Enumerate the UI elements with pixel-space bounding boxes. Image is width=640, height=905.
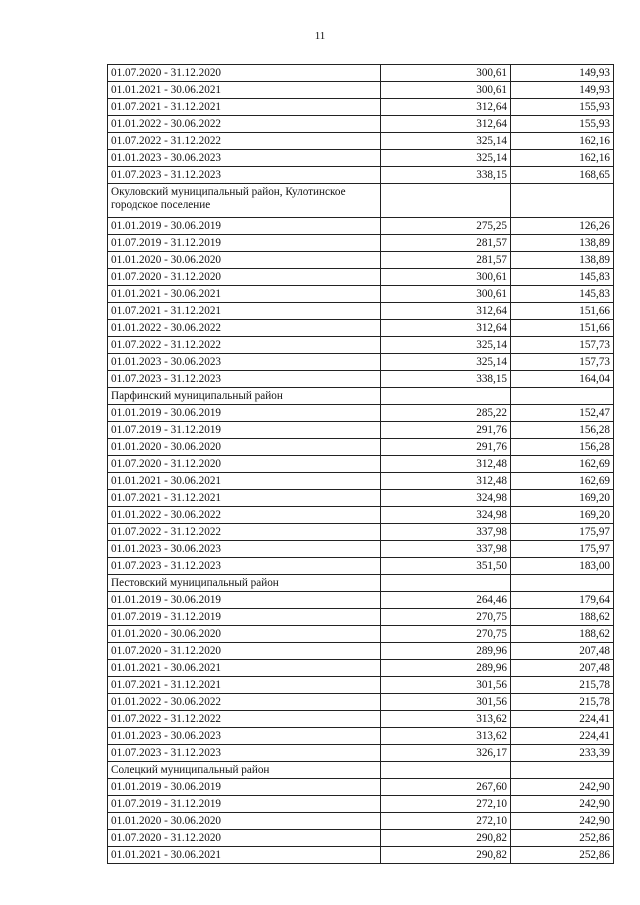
period-cell: 01.01.2020 - 30.06.2020 bbox=[108, 813, 381, 830]
table-row bbox=[108, 541, 614, 558]
value-cell-2: 252,86 bbox=[511, 830, 614, 847]
page-number: 11 bbox=[314, 30, 326, 42]
value-cell-2: 224,41 bbox=[511, 711, 614, 728]
period-cell: 01.01.2022 - 30.06.2022 bbox=[108, 320, 381, 337]
period-cell: 01.07.2020 - 31.12.2020 bbox=[108, 643, 381, 660]
table-row bbox=[108, 490, 614, 507]
section-title: Окуловский муниципальный район, Кулотинское городское поселение bbox=[108, 184, 381, 218]
value-cell-1: 289,96 bbox=[381, 643, 511, 660]
value-cell-1: 290,82 bbox=[381, 830, 511, 847]
section-empty-cell-2 bbox=[511, 388, 614, 405]
period-cell: 01.01.2019 - 30.06.2019 bbox=[108, 779, 381, 796]
table-row bbox=[108, 626, 614, 643]
table-row bbox=[108, 711, 614, 728]
table-row bbox=[108, 660, 614, 677]
period-cell: 01.01.2021 - 30.06.2021 bbox=[108, 82, 381, 99]
table-row bbox=[108, 133, 614, 150]
value-cell-2: 145,83 bbox=[511, 269, 614, 286]
period-cell: 01.07.2019 - 31.12.2019 bbox=[108, 609, 381, 626]
period-cell: 01.07.2022 - 31.12.2022 bbox=[108, 524, 381, 541]
table-row bbox=[108, 456, 614, 473]
table-row bbox=[108, 218, 614, 235]
value-cell-1: 281,57 bbox=[381, 252, 511, 269]
table-row bbox=[108, 439, 614, 456]
value-cell-2: 164,04 bbox=[511, 371, 614, 388]
table-row bbox=[108, 65, 614, 82]
table-row bbox=[108, 150, 614, 167]
section-empty-cell-2 bbox=[511, 575, 614, 592]
value-cell-2: 157,73 bbox=[511, 354, 614, 371]
period-cell: 01.01.2021 - 30.06.2021 bbox=[108, 660, 381, 677]
table-row bbox=[108, 405, 614, 422]
section-empty-cell-1 bbox=[381, 762, 511, 779]
table-row bbox=[108, 796, 614, 813]
table-row bbox=[108, 592, 614, 609]
table-row bbox=[108, 728, 614, 745]
table-row bbox=[108, 507, 614, 524]
period-cell: 01.07.2023 - 31.12.2023 bbox=[108, 167, 381, 184]
period-cell: 01.01.2019 - 30.06.2019 bbox=[108, 592, 381, 609]
value-cell-1: 312,64 bbox=[381, 303, 511, 320]
period-cell: 01.07.2023 - 31.12.2023 bbox=[108, 371, 381, 388]
table-row bbox=[108, 116, 614, 133]
value-cell-2: 126,26 bbox=[511, 218, 614, 235]
value-cell-2: 207,48 bbox=[511, 660, 614, 677]
value-cell-1: 325,14 bbox=[381, 150, 511, 167]
value-cell-1: 301,56 bbox=[381, 694, 511, 711]
period-cell: 01.01.2022 - 30.06.2022 bbox=[108, 116, 381, 133]
value-cell-1: 312,64 bbox=[381, 320, 511, 337]
value-cell-1: 301,56 bbox=[381, 677, 511, 694]
value-cell-2: 175,97 bbox=[511, 541, 614, 558]
table-row bbox=[108, 643, 614, 660]
period-cell: 01.07.2020 - 31.12.2020 bbox=[108, 830, 381, 847]
table-row bbox=[108, 745, 614, 762]
period-cell: 01.07.2022 - 31.12.2022 bbox=[108, 337, 381, 354]
section-empty-cell-2 bbox=[511, 762, 614, 779]
section-empty-cell-1 bbox=[381, 575, 511, 592]
section-header-row bbox=[108, 575, 614, 592]
value-cell-1: 281,57 bbox=[381, 235, 511, 252]
value-cell-2: 215,78 bbox=[511, 677, 614, 694]
value-cell-2: 156,28 bbox=[511, 422, 614, 439]
value-cell-1: 285,22 bbox=[381, 405, 511, 422]
value-cell-2: 162,69 bbox=[511, 473, 614, 490]
period-cell: 01.07.2021 - 31.12.2021 bbox=[108, 677, 381, 694]
value-cell-1: 290,82 bbox=[381, 847, 511, 864]
value-cell-1: 351,50 bbox=[381, 558, 511, 575]
value-cell-2: 145,83 bbox=[511, 286, 614, 303]
value-cell-1: 324,98 bbox=[381, 507, 511, 524]
value-cell-2: 151,66 bbox=[511, 303, 614, 320]
value-cell-2: 149,93 bbox=[511, 65, 614, 82]
value-cell-1: 300,61 bbox=[381, 82, 511, 99]
table-row bbox=[108, 354, 614, 371]
value-cell-2: 149,93 bbox=[511, 82, 614, 99]
period-cell: 01.07.2021 - 31.12.2021 bbox=[108, 303, 381, 320]
value-cell-1: 300,61 bbox=[381, 65, 511, 82]
table-row bbox=[108, 609, 614, 626]
value-cell-1: 270,75 bbox=[381, 609, 511, 626]
table-row bbox=[108, 422, 614, 439]
value-cell-1: 324,98 bbox=[381, 490, 511, 507]
table-row bbox=[108, 252, 614, 269]
table-row bbox=[108, 473, 614, 490]
value-cell-1: 325,14 bbox=[381, 133, 511, 150]
value-cell-1: 312,48 bbox=[381, 456, 511, 473]
value-cell-2: 155,93 bbox=[511, 99, 614, 116]
period-cell: 01.07.2019 - 31.12.2019 bbox=[108, 235, 381, 252]
value-cell-1: 338,15 bbox=[381, 167, 511, 184]
table-row bbox=[108, 303, 614, 320]
value-cell-2: 175,97 bbox=[511, 524, 614, 541]
section-header-row bbox=[108, 184, 614, 218]
value-cell-1: 300,61 bbox=[381, 269, 511, 286]
table-row bbox=[108, 779, 614, 796]
value-cell-1: 272,10 bbox=[381, 796, 511, 813]
value-cell-2: 215,78 bbox=[511, 694, 614, 711]
value-cell-1: 312,64 bbox=[381, 99, 511, 116]
table-row bbox=[108, 847, 614, 864]
value-cell-1: 312,48 bbox=[381, 473, 511, 490]
value-cell-1: 291,76 bbox=[381, 439, 511, 456]
table-row bbox=[108, 269, 614, 286]
value-cell-2: 252,86 bbox=[511, 847, 614, 864]
period-cell: 01.07.2021 - 31.12.2021 bbox=[108, 490, 381, 507]
value-cell-1: 312,64 bbox=[381, 116, 511, 133]
tariff-table-body bbox=[108, 65, 614, 864]
value-cell-2: 242,90 bbox=[511, 813, 614, 830]
table-row bbox=[108, 82, 614, 99]
value-cell-2: 168,65 bbox=[511, 167, 614, 184]
period-cell: 01.01.2019 - 30.06.2019 bbox=[108, 218, 381, 235]
value-cell-1: 272,10 bbox=[381, 813, 511, 830]
section-empty-cell-1 bbox=[381, 388, 511, 405]
value-cell-1: 313,62 bbox=[381, 711, 511, 728]
section-header-row bbox=[108, 388, 614, 405]
value-cell-1: 325,14 bbox=[381, 337, 511, 354]
value-cell-1: 325,14 bbox=[381, 354, 511, 371]
tariff-table bbox=[107, 64, 614, 864]
section-header-row bbox=[108, 762, 614, 779]
value-cell-1: 289,96 bbox=[381, 660, 511, 677]
period-cell: 01.07.2020 - 31.12.2020 bbox=[108, 456, 381, 473]
value-cell-2: 152,47 bbox=[511, 405, 614, 422]
period-cell: 01.01.2022 - 30.06.2022 bbox=[108, 507, 381, 524]
period-cell: 01.01.2020 - 30.06.2020 bbox=[108, 626, 381, 643]
table-row bbox=[108, 677, 614, 694]
period-cell: 01.01.2019 - 30.06.2019 bbox=[108, 405, 381, 422]
value-cell-1: 326,17 bbox=[381, 745, 511, 762]
value-cell-2: 179,64 bbox=[511, 592, 614, 609]
value-cell-1: 337,98 bbox=[381, 541, 511, 558]
value-cell-1: 313,62 bbox=[381, 728, 511, 745]
value-cell-2: 183,00 bbox=[511, 558, 614, 575]
period-cell: 01.01.2020 - 30.06.2020 bbox=[108, 252, 381, 269]
period-cell: 01.01.2023 - 30.06.2023 bbox=[108, 354, 381, 371]
period-cell: 01.07.2023 - 31.12.2023 bbox=[108, 745, 381, 762]
value-cell-1: 275,25 bbox=[381, 218, 511, 235]
period-cell: 01.07.2020 - 31.12.2020 bbox=[108, 65, 381, 82]
value-cell-2: 169,20 bbox=[511, 490, 614, 507]
value-cell-1: 270,75 bbox=[381, 626, 511, 643]
period-cell: 01.07.2022 - 31.12.2022 bbox=[108, 133, 381, 150]
value-cell-2: 162,16 bbox=[511, 150, 614, 167]
period-cell: 01.07.2020 - 31.12.2020 bbox=[108, 269, 381, 286]
value-cell-2: 242,90 bbox=[511, 796, 614, 813]
value-cell-1: 338,15 bbox=[381, 371, 511, 388]
period-cell: 01.07.2019 - 31.12.2019 bbox=[108, 422, 381, 439]
period-cell: 01.01.2023 - 30.06.2023 bbox=[108, 541, 381, 558]
value-cell-2: 138,89 bbox=[511, 252, 614, 269]
period-cell: 01.07.2021 - 31.12.2021 bbox=[108, 99, 381, 116]
table-row bbox=[108, 167, 614, 184]
value-cell-1: 300,61 bbox=[381, 286, 511, 303]
section-title: Пестовский муниципальный район bbox=[108, 575, 381, 592]
period-cell: 01.01.2023 - 30.06.2023 bbox=[108, 150, 381, 167]
period-cell: 01.01.2021 - 30.06.2021 bbox=[108, 847, 381, 864]
period-cell: 01.07.2019 - 31.12.2019 bbox=[108, 796, 381, 813]
table-row bbox=[108, 558, 614, 575]
value-cell-2: 162,69 bbox=[511, 456, 614, 473]
table-row bbox=[108, 694, 614, 711]
section-empty-cell-2 bbox=[511, 184, 614, 218]
value-cell-2: 156,28 bbox=[511, 439, 614, 456]
value-cell-2: 233,39 bbox=[511, 745, 614, 762]
section-title: Парфинский муниципальный район bbox=[108, 388, 381, 405]
section-empty-cell-1 bbox=[381, 184, 511, 218]
value-cell-2: 151,66 bbox=[511, 320, 614, 337]
period-cell: 01.01.2022 - 30.06.2022 bbox=[108, 694, 381, 711]
value-cell-2: 169,20 bbox=[511, 507, 614, 524]
table-row bbox=[108, 813, 614, 830]
period-cell: 01.01.2021 - 30.06.2021 bbox=[108, 473, 381, 490]
table-row bbox=[108, 286, 614, 303]
period-cell: 01.01.2023 - 30.06.2023 bbox=[108, 728, 381, 745]
table-row bbox=[108, 337, 614, 354]
value-cell-2: 242,90 bbox=[511, 779, 614, 796]
value-cell-2: 155,93 bbox=[511, 116, 614, 133]
value-cell-2: 157,73 bbox=[511, 337, 614, 354]
table-row bbox=[108, 320, 614, 337]
table-row bbox=[108, 99, 614, 116]
value-cell-1: 267,60 bbox=[381, 779, 511, 796]
table-row bbox=[108, 371, 614, 388]
value-cell-2: 162,16 bbox=[511, 133, 614, 150]
value-cell-1: 291,76 bbox=[381, 422, 511, 439]
value-cell-2: 207,48 bbox=[511, 643, 614, 660]
period-cell: 01.07.2023 - 31.12.2023 bbox=[108, 558, 381, 575]
period-cell: 01.01.2021 - 30.06.2021 bbox=[108, 286, 381, 303]
table-row bbox=[108, 524, 614, 541]
value-cell-1: 337,98 bbox=[381, 524, 511, 541]
value-cell-2: 138,89 bbox=[511, 235, 614, 252]
section-title: Солецкий муниципальный район bbox=[108, 762, 381, 779]
value-cell-2: 188,62 bbox=[511, 609, 614, 626]
value-cell-2: 224,41 bbox=[511, 728, 614, 745]
period-cell: 01.07.2022 - 31.12.2022 bbox=[108, 711, 381, 728]
table-row bbox=[108, 235, 614, 252]
value-cell-1: 264,46 bbox=[381, 592, 511, 609]
period-cell: 01.01.2020 - 30.06.2020 bbox=[108, 439, 381, 456]
table-row bbox=[108, 830, 614, 847]
value-cell-2: 188,62 bbox=[511, 626, 614, 643]
